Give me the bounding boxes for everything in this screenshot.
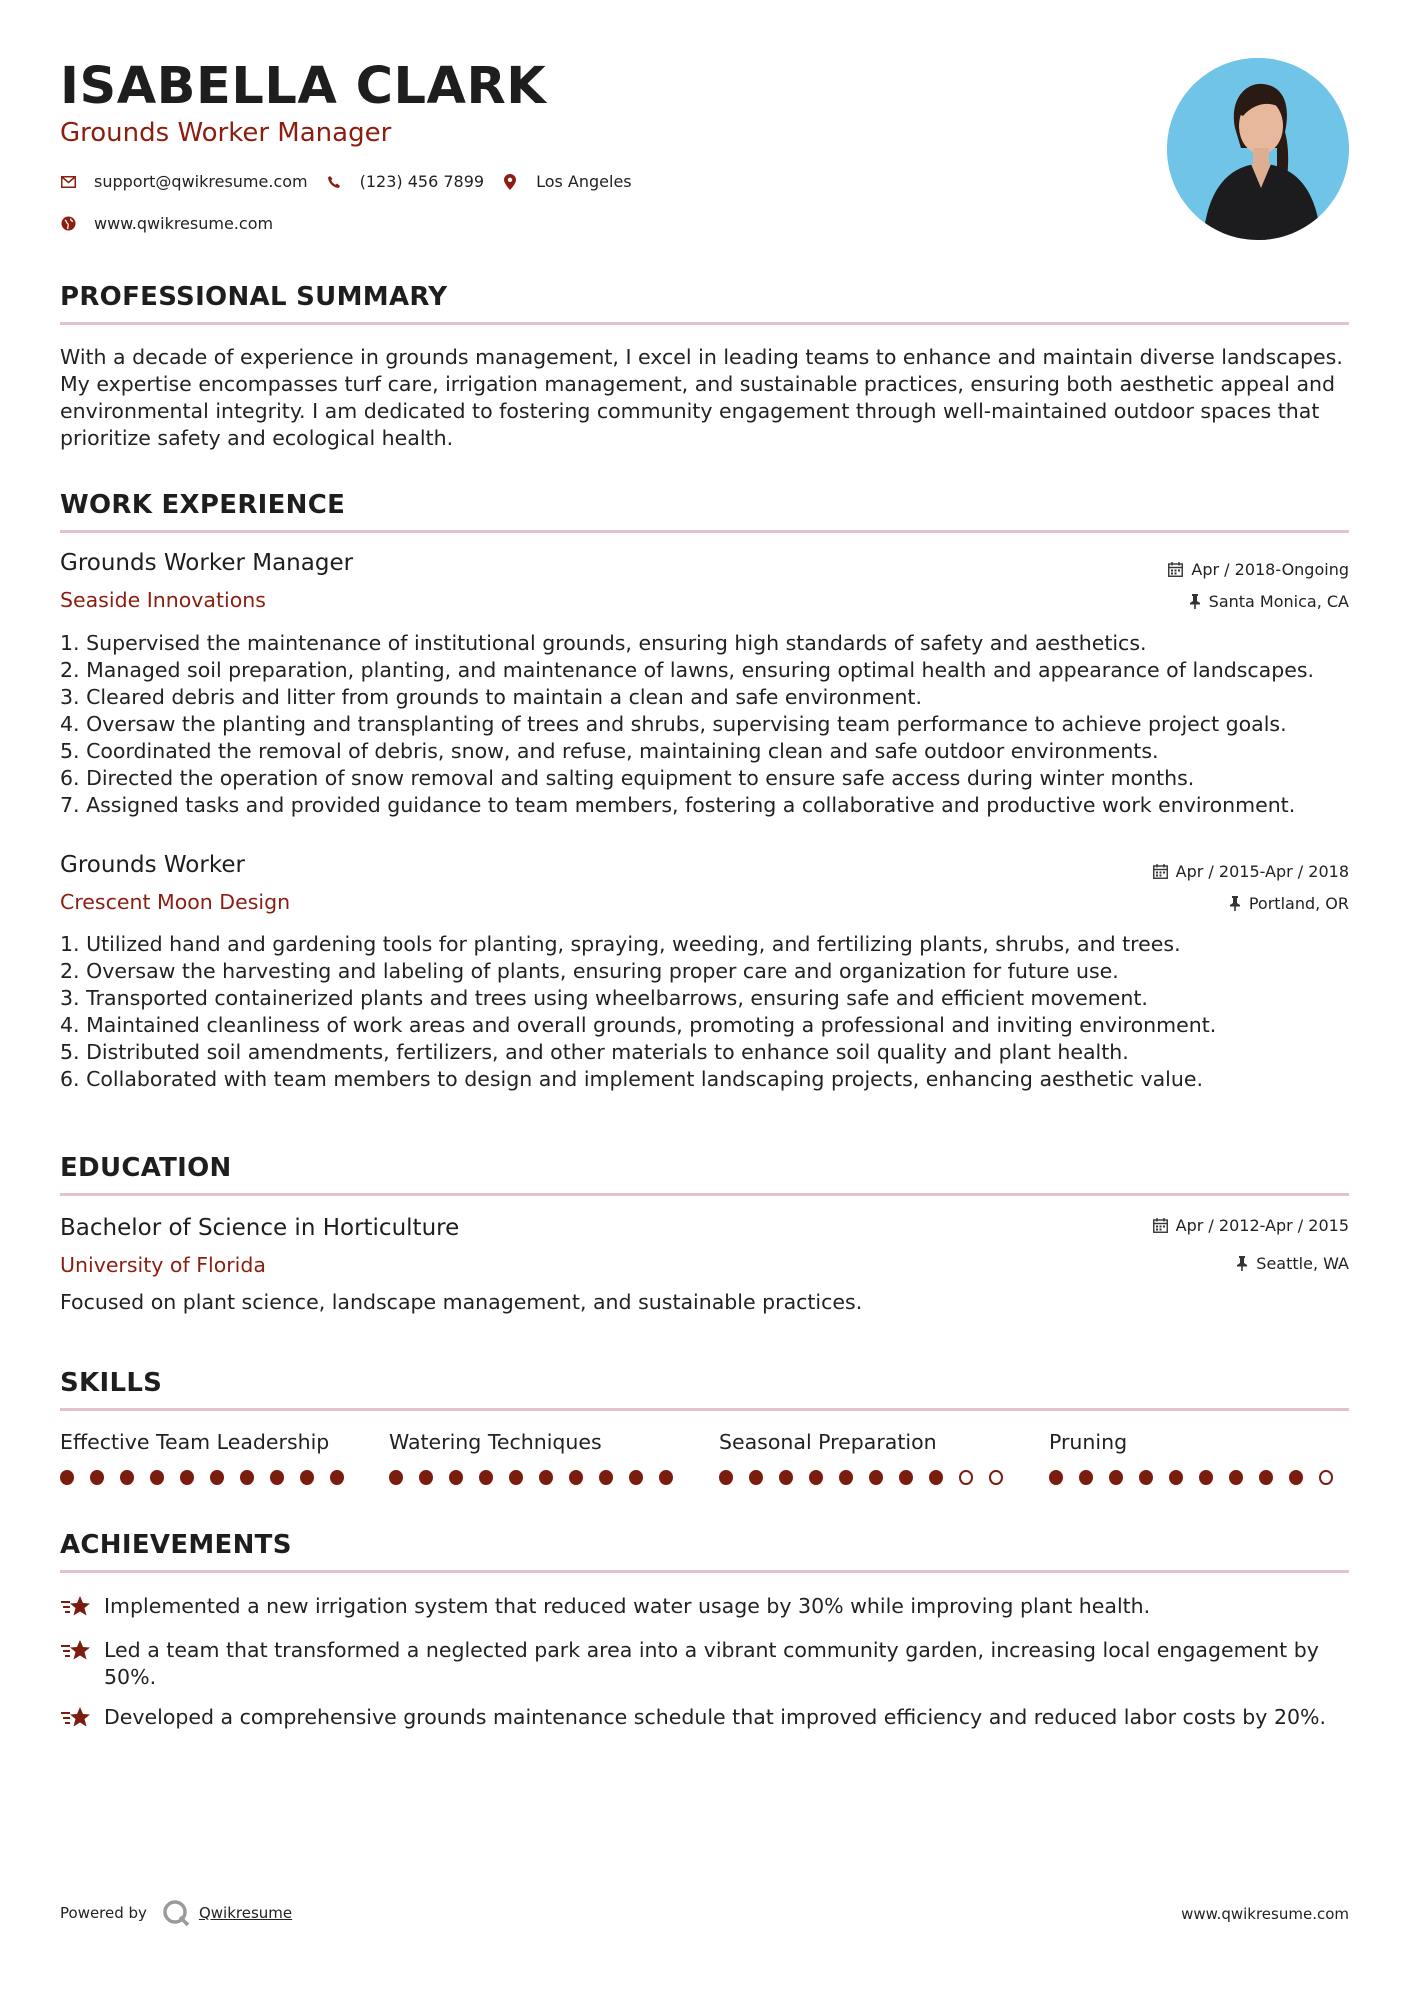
- skill-rating: [60, 1470, 360, 1485]
- education-location: [1236, 1254, 1349, 1273]
- rating-dot-filled: [569, 1470, 583, 1485]
- list-item: 3. Cleared debris and litter from grounds to maintain a clean and safe environment.: [60, 685, 922, 709]
- achievements-heading: ACHIEVEMENTS: [60, 1530, 292, 1560]
- skill-item: [389, 1430, 689, 1485]
- calendar-icon: [1153, 864, 1168, 879]
- rating-dot-empty: [959, 1470, 973, 1485]
- rating-dot-filled: [1169, 1470, 1183, 1485]
- rating-dot-filled: [180, 1470, 194, 1485]
- job-company: Crescent Moon Design: [60, 890, 291, 914]
- rating-dot-filled: [809, 1470, 823, 1485]
- rating-dot-filled: [210, 1470, 224, 1485]
- profile-photo-illustration: [1167, 58, 1349, 240]
- job-company: Seaside Innovations: [60, 588, 266, 612]
- pushpin-icon: [1229, 896, 1241, 911]
- job-dates: [1168, 560, 1349, 579]
- achievement-text: Developed a comprehensive grounds maintenance schedule that improved efficiency and reduced labor costs by 20%.: [104, 1705, 1327, 1729]
- list-item: 4. Oversaw the planting and transplanting of trees and shrubs, supervising team performance to achieve project goals.: [60, 712, 1287, 736]
- education-divider: [60, 1193, 1349, 1196]
- job-duties-list: [60, 630, 1360, 819]
- globe-icon: [60, 216, 76, 232]
- job-title: Grounds Worker Manager: [60, 550, 354, 576]
- education-dates: [1153, 1216, 1349, 1235]
- phone-icon: [326, 174, 342, 190]
- school-name: University of Florida: [60, 1253, 266, 1277]
- location-text: Los Angeles: [536, 172, 632, 191]
- list-item: 4. Maintained cleanliness of work areas and overall grounds, promoting a professional and inviting environment.: [60, 1013, 1217, 1037]
- star-icon: [60, 1593, 92, 1620]
- rating-dot-filled: [270, 1470, 284, 1485]
- list-item: 3. Transported containerized plants and trees using wheelbarrows, ensuring safe and efficient movement.: [60, 986, 1148, 1010]
- education-location-text: Seattle, WA: [1256, 1254, 1349, 1273]
- footer-powered-by: [60, 1898, 292, 1928]
- contact-location: [502, 172, 632, 191]
- list-item: 1. Utilized hand and gardening tools for planting, spraying, weeding, and fertilizing plants, shrubs, and trees.: [60, 932, 1181, 956]
- skill-rating: [719, 1470, 1019, 1485]
- qwikresume-brand-link[interactable]: Qwikresume: [198, 1904, 293, 1922]
- skill-rating: [389, 1470, 689, 1485]
- list-item: 1. Supervised the maintenance of institutional grounds, ensuring high standards of safety and aesthetics.: [60, 631, 1147, 655]
- summary-heading: PROFESSIONAL SUMMARY: [60, 282, 448, 312]
- rating-dot-filled: [749, 1470, 763, 1485]
- rating-dot-filled: [719, 1470, 733, 1485]
- list-item: 2. Oversaw the harvesting and labeling of plants, ensuring proper care and organization for future use.: [60, 959, 1119, 983]
- job-dates: [1153, 862, 1349, 881]
- list-item: 7. Assigned tasks and provided guidance to team members, fostering a collaborative and productive work environment.: [60, 793, 1296, 817]
- rating-dot-filled: [60, 1470, 74, 1485]
- rating-dot-filled: [539, 1470, 553, 1485]
- footer-website[interactable]: www.qwikresume.com: [1181, 1905, 1349, 1923]
- contact-row-website: [60, 214, 291, 233]
- rating-dot-filled: [1079, 1470, 1093, 1485]
- rating-dot-filled: [150, 1470, 164, 1485]
- job-duties-list: [60, 931, 1360, 1093]
- skill-name: Seasonal Preparation: [719, 1430, 937, 1454]
- email-text: support@qwikresume.com: [94, 172, 308, 191]
- list-item: 2. Managed soil preparation, planting, and maintenance of lawns, ensuring optimal health and appearance of landscapes.: [60, 658, 1315, 682]
- skill-item: [1049, 1430, 1349, 1485]
- profile-photo: [1167, 58, 1349, 240]
- star-icon: [60, 1637, 92, 1664]
- job-location: [1189, 592, 1349, 611]
- rating-dot-filled: [779, 1470, 793, 1485]
- candidate-role: Grounds Worker Manager: [60, 118, 392, 148]
- education-heading: EDUCATION: [60, 1153, 232, 1183]
- contact-email[interactable]: [60, 172, 308, 191]
- pushpin-icon: [1189, 594, 1201, 609]
- rating-dot-filled: [599, 1470, 613, 1485]
- achievement-item: [60, 1704, 1349, 1731]
- rating-dot-filled: [1289, 1470, 1303, 1485]
- contact-row: [60, 172, 650, 191]
- job-dates-text: Apr / 2015-Apr / 2018: [1175, 862, 1349, 881]
- rating-dot-filled: [1109, 1470, 1123, 1485]
- list-item: 6. Collaborated with team members to design and implement landscaping projects, enhancing aesthetic value.: [60, 1067, 1203, 1091]
- rating-dot-filled: [1229, 1470, 1243, 1485]
- rating-dot-filled: [899, 1470, 913, 1485]
- skill-rating: [1049, 1470, 1349, 1485]
- contact-website[interactable]: [60, 214, 273, 233]
- achievement-text: Implemented a new irrigation system that reduced water usage by 30% while improving plant health.: [104, 1594, 1151, 1618]
- rating-dot-filled: [419, 1470, 433, 1485]
- list-item: 6. Directed the operation of snow removal and salting equipment to ensure safe access during winter months.: [60, 766, 1195, 790]
- calendar-icon: [1168, 562, 1183, 577]
- pushpin-icon: [1236, 1256, 1248, 1271]
- job-location-text: Portland, OR: [1248, 894, 1349, 913]
- rating-dot-filled: [120, 1470, 134, 1485]
- rating-dot-filled: [1139, 1470, 1153, 1485]
- envelope-icon: [60, 174, 76, 190]
- experience-divider: [60, 530, 1349, 533]
- achievement-text: Led a team that transformed a neglected park area into a vibrant community garden, increasing local engagement by 50%.: [104, 1638, 1319, 1689]
- achievements-divider: [60, 1570, 1349, 1573]
- job-location-text: Santa Monica, CA: [1208, 592, 1349, 611]
- education-description: Focused on plant science, landscape management, and sustainable practices.: [60, 1290, 863, 1314]
- rating-dot-filled: [479, 1470, 493, 1485]
- skill-name: Pruning: [1049, 1430, 1128, 1454]
- job-location: [1229, 894, 1349, 913]
- list-item: 5. Distributed soil amendments, fertilizers, and other materials to enhance soil quality and plant health.: [60, 1040, 1129, 1064]
- rating-dot-filled: [1049, 1470, 1063, 1485]
- candidate-name: ISABELLA CLARK: [60, 57, 547, 116]
- skills-heading: SKILLS: [60, 1368, 163, 1398]
- qwikresume-logo-icon: [161, 1898, 191, 1928]
- skill-item: [60, 1430, 360, 1485]
- rating-dot-filled: [659, 1470, 673, 1485]
- achievement-item: [60, 1637, 1349, 1691]
- education-dates-text: Apr / 2012-Apr / 2015: [1175, 1216, 1349, 1235]
- contact-phone[interactable]: [326, 172, 484, 191]
- degree-title: Bachelor of Science in Horticulture: [60, 1215, 460, 1241]
- job-title: Grounds Worker: [60, 852, 245, 878]
- rating-dot-filled: [240, 1470, 254, 1485]
- rating-dot-filled: [449, 1470, 463, 1485]
- star-icon: [60, 1704, 92, 1731]
- rating-dot-filled: [90, 1470, 104, 1485]
- job-dates-text: Apr / 2018-Ongoing: [1191, 560, 1349, 579]
- skills-divider: [60, 1408, 1349, 1411]
- rating-dot-filled: [300, 1470, 314, 1485]
- calendar-icon: [1153, 1218, 1168, 1233]
- powered-by-label: Powered by: [60, 1904, 147, 1922]
- website-text: www.qwikresume.com: [94, 214, 274, 233]
- rating-dot-filled: [389, 1470, 403, 1485]
- rating-dot-filled: [1259, 1470, 1273, 1485]
- rating-dot-empty: [989, 1470, 1003, 1485]
- summary-divider: [60, 322, 1349, 325]
- rating-dot-filled: [869, 1470, 883, 1485]
- rating-dot-filled: [1199, 1470, 1213, 1485]
- rating-dot-empty: [1319, 1470, 1333, 1485]
- skill-name: Watering Techniques: [389, 1430, 602, 1454]
- list-item: 5. Coordinated the removal of debris, snow, and refuse, maintaining clean and safe outdoor environments.: [60, 739, 1159, 763]
- summary-text: With a decade of experience in grounds management, I excel in leading teams to enhance and maintain diverse landscapes. My expertise encompasses turf care, irrigation management, and sustainable practices, ensuring both aesthetic appeal and environmental integrity. I am dedicated to fostering community engagement through well-maintained outdoor spaces that prioritize safety and ecological health.: [60, 345, 1343, 450]
- skill-name: Effective Team Leadership: [60, 1430, 330, 1454]
- rating-dot-filled: [839, 1470, 853, 1485]
- map-pin-icon: [502, 174, 518, 190]
- achievement-item: [60, 1593, 1349, 1620]
- phone-text: (123) 456 7899: [359, 172, 485, 191]
- rating-dot-filled: [929, 1470, 943, 1485]
- rating-dot-filled: [330, 1470, 344, 1485]
- rating-dot-filled: [629, 1470, 643, 1485]
- experience-heading: WORK EXPERIENCE: [60, 490, 346, 520]
- rating-dot-filled: [509, 1470, 523, 1485]
- skill-item: [719, 1430, 1019, 1485]
